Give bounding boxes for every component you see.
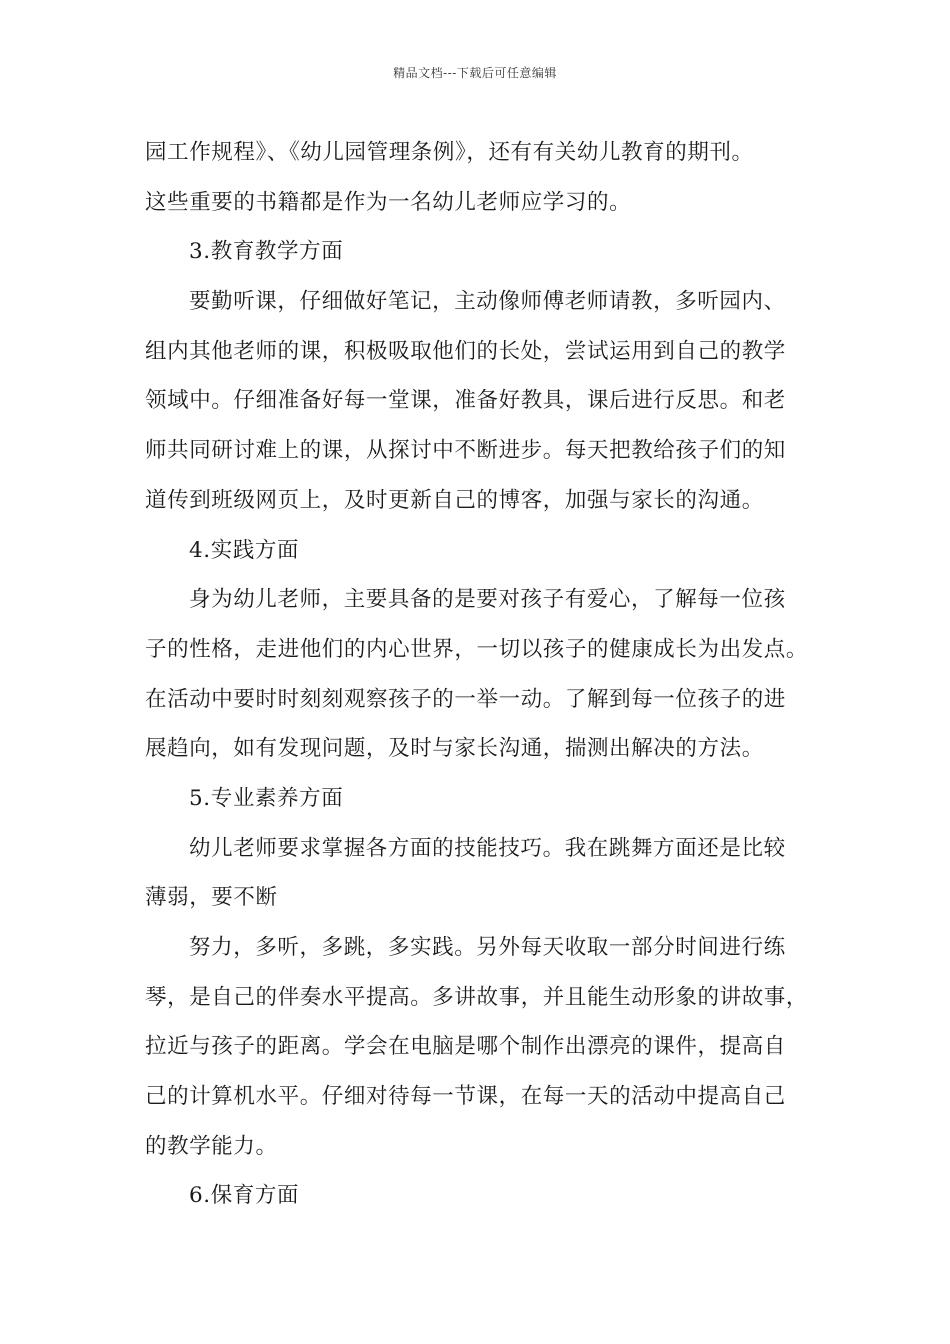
text-line: 道传到班级网页上，及时更新自己的博客，加强与家长的沟通。 — [145, 487, 764, 513]
text-line: 努力，多听，多跳，多实践。另外每天收取一部分时间进行练 — [189, 935, 786, 960]
text-line: 拉近与孩子的距离。学会在电脑是哪个制作出漂亮的课件，提高自 — [145, 1034, 786, 1060]
document-body — [145, 128, 825, 1221]
text-line: 4.实践方面 — [189, 537, 300, 563]
page-header: 精品文档---下载后可任意编辑 — [393, 66, 557, 80]
text-line: 展趋向，如有发现问题，及时与家长沟通，揣测出解决的方法。 — [145, 736, 764, 762]
text-line: 在活动中要时时刻刻观察孩子的一举一动。了解到每一位孩子的进 — [145, 686, 786, 712]
text-line: 子的性格，走进他们的内心世界，一切以孩子的健康成长为出发点。 — [145, 636, 809, 662]
text-line: 这些重要的书籍都是作为一名幼儿老师应学习的。 — [145, 189, 632, 215]
text-line: 琴，是自己的伴奏水平提高。多讲故事，并且能生动形象的讲故事， — [145, 984, 809, 1010]
text-line: 的教学能力。 — [145, 1133, 278, 1159]
text-line: 6.保育方面 — [189, 1183, 300, 1209]
text-line: 组内其他老师的课，积极吸取他们的长处，尝试运用到自己的教学 — [145, 338, 786, 364]
text-line: 幼儿老师要求掌握各方面的技能技巧。我在跳舞方面还是比较 — [189, 835, 786, 861]
text-line: 要勤听课，仔细做好笔记，主动像师傅老师请教，多听园内、 — [189, 289, 786, 315]
text-line: 5.专业素养方面 — [189, 785, 344, 811]
text-line: 身为幼儿老师，主要具备的是要对孩子有爱心，了解每一位孩 — [189, 587, 786, 613]
text-line: 师共同研讨难上的课，从探讨中不断进步。每天把教给孩子们的知 — [145, 438, 786, 464]
text-line: 领域中。仔细准备好每一堂课，准备好教具，课后进行反思。和老 — [145, 388, 786, 414]
text-line: 园工作规程》、《幼儿园管理条例》，还有有关幼儿教育的期刊。 — [145, 140, 754, 165]
text-line: 己的计算机水平。仔细对待每一节课，在每一天的活动中提高自己 — [145, 1084, 786, 1110]
text-line: 薄弱，要不断 — [145, 885, 278, 911]
text-line: 3.教育教学方面 — [189, 239, 344, 265]
